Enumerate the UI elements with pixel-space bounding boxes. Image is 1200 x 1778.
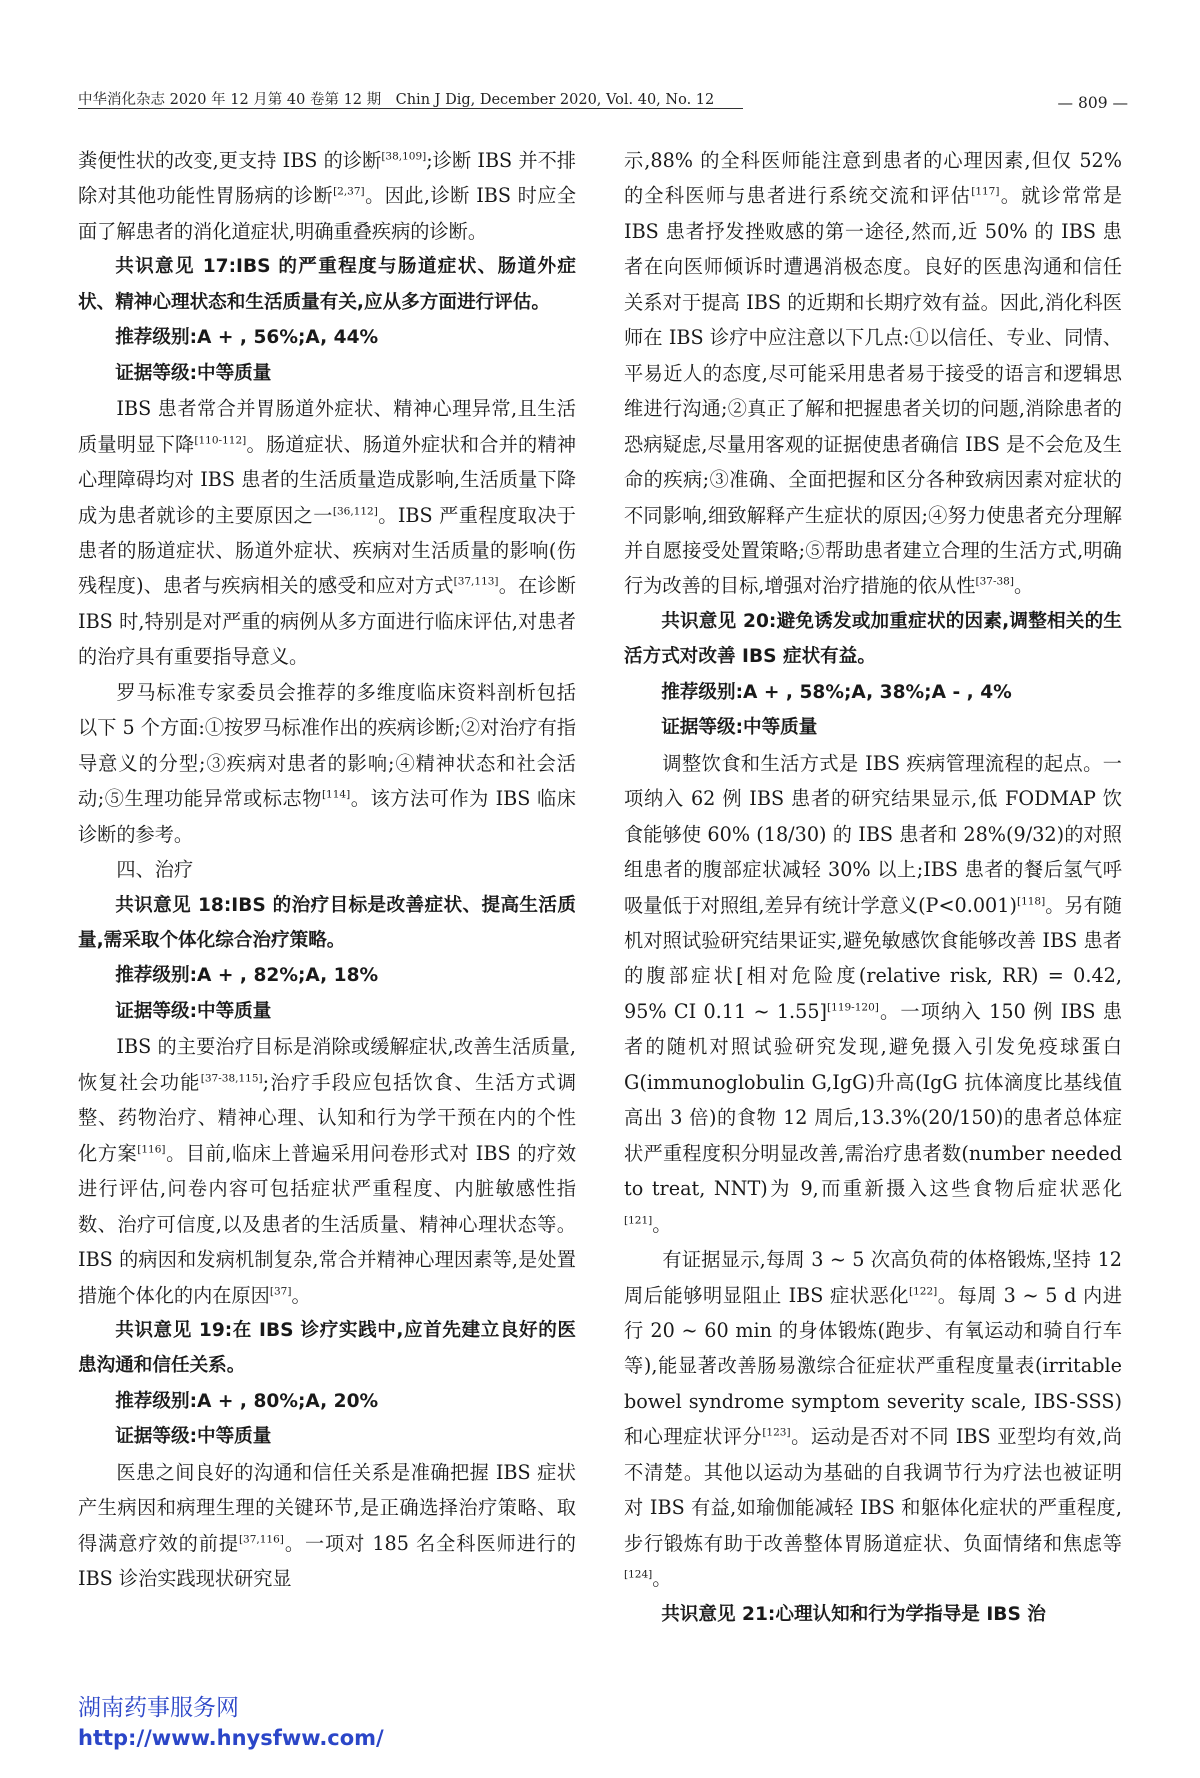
consensus-heading xyxy=(624,710,1122,745)
citation-ref: [117] xyxy=(971,186,1000,199)
citation-ref: [37-38,115] xyxy=(200,1072,263,1085)
citation-ref: [114] xyxy=(321,788,351,801)
text-run: 共识意见 19:在 IBS 诊疗实践中,应首先建立良好的医患沟通和信任关系。 xyxy=(78,1319,576,1377)
consensus-heading xyxy=(624,604,1122,675)
citation-ref: [116] xyxy=(137,1143,166,1156)
citation-ref: [119-120] xyxy=(827,1001,879,1014)
text-run: 共识意见 18:IBS 的治疗目标是改善症状、提高生活质量,需采取个体化综合治疗策略。 xyxy=(78,894,576,951)
consensus-heading xyxy=(624,675,1122,710)
text-run: 证据等级:中等质量 xyxy=(661,717,818,739)
text-run: 。 xyxy=(1013,574,1034,598)
citation-ref: [2,37] xyxy=(333,186,365,199)
text-run: ;诊断 IBS 并不排除对其他功能性胃肠病的诊断 xyxy=(78,149,576,208)
running-header xyxy=(78,88,1128,112)
text-run: 共识意见 20:避免诱发或加重症状的因素,调整相关的生活方式对改善 IBS 症状有益。 xyxy=(624,610,1122,668)
citation-ref: [121] xyxy=(624,1214,653,1227)
body-paragraph xyxy=(78,391,576,675)
left-column xyxy=(78,143,576,1597)
citation-ref: [37-38] xyxy=(975,576,1014,589)
text-run: 调整饮食和生活方式是 IBS 疾病管理流程的起点。一项纳入 62 例 IBS 患者的研究结果显示,低 FODMAP 饮食能够使 60% (18/30) 的 IBS 患者和 28%(9/32)的对照组患者的腹部症状减轻 30% 以上;IBS 患者的餐后氢气呼吸量低于对照组,差异有统计学意义(P<0.001) xyxy=(624,751,1122,917)
text-run: 推荐级别:A + , 56%;A, 44% xyxy=(115,327,379,349)
body-paragraph xyxy=(624,1242,1122,1597)
site-url-link[interactable]: http://www.hnysfww.com/ xyxy=(78,1726,384,1750)
body-paragraph xyxy=(78,852,576,887)
text-run: 。 xyxy=(291,1283,311,1307)
citation-ref: [37,113] xyxy=(453,576,499,589)
text-run: 。在诊断 IBS 时,特别是对严重的病例从多方面进行临床评估,对患者的治疗具有重要指导意义。 xyxy=(78,574,576,669)
text-run: 医患之间良好的沟通和信任关系是准确把握 IBS 症状产生病因和病理生理的关键环节,是正确选择治疗策略、取得满意疗效的前提 xyxy=(78,1460,576,1555)
text-run: 推荐级别:A + , 58%;A, 38%;A - , 4% xyxy=(661,681,1012,703)
text-run: 。一项对 185 名全科医师进行的 IBS 诊治实践现状研究显 xyxy=(78,1531,576,1591)
consensus-heading xyxy=(78,994,576,1029)
body-paragraph xyxy=(78,675,576,852)
text-run: 。因此,诊断 IBS 时应全面了解患者的消化道症状,明确重叠疾病的诊断。 xyxy=(78,184,577,243)
citation-ref: [110-112] xyxy=(194,434,247,447)
site-name: 湖南药事服务网 xyxy=(78,1695,239,1721)
text-run: 。一项纳入 150 例 IBS 患者的随机对照试验研究发现,避免摄入引发免疫球蛋白 G(immunoglobulin G,IgG)升高(IgG 抗体滴度比基线值高出 3 倍)的食物 12 周后,13.3%(20/150)的患者总体症状严重程度积分明显改善,需治疗患者数(number needed to treat, NNT)为 9,而重新摄入这些食物后症状恶化 xyxy=(624,999,1123,1201)
text-run: 。 xyxy=(652,1567,672,1591)
text-run: 。每周 3 ~ 5 d 内进行 20 ~ 60 min 的身体锻炼(跑步、有氧运动和骑自行车等),能显著改善肠易激综合征症状严重程度量表(irritable bowel syndrome symptom severity scale, IBS-SSS)和心理症状评分 xyxy=(624,1283,1122,1449)
text-run: 。另有随机对照试验研究结果证实,避免敏感饮食能够改善 IBS 患者的腹部症状[相对危险度(relative risk, RR) = 0.42, 95% CI 0.11 ~ 1.55] xyxy=(624,893,1122,1023)
consensus-heading xyxy=(78,958,576,993)
journal-citation: 中华消化杂志 2020 年 12 月第 40 卷第 12 期 Chin J Dig, December 2020, Vol. 40, No. 12 xyxy=(78,92,715,108)
text-run: ;治疗手段应包括饮食、生活方式调整、药物治疗、精神心理、认知和行为学干预在内的个性化方案 xyxy=(78,1070,577,1165)
text-run: 示,88% 的全科医师能注意到患者的心理因素,但仅 52% 的全科医师与患者进行系统交流和评估 xyxy=(624,149,1122,208)
consensus-heading xyxy=(78,1384,576,1419)
text-run: 证据等级:中等质量 xyxy=(115,362,272,384)
text-run: IBS 患者常合并胃肠道外症状、精神心理异常,且生活质量明显下降 xyxy=(78,397,576,456)
consensus-heading xyxy=(78,320,576,355)
text-run: 有证据显示,每周 3 ~ 5 次高负荷的体格锻炼,坚持 12 周后能够明显阻止 IBS 症状恶化 xyxy=(624,1248,1122,1307)
text-run: 共识意见 17:IBS 的严重程度与肠道症状、肠道外症状、精神心理状态和生活质量有关,应从多方面进行评估。 xyxy=(78,256,576,313)
consensus-heading xyxy=(78,1313,576,1384)
text-run: 。该方法可作为 IBS 临床诊断的参考。 xyxy=(78,787,576,846)
consensus-heading xyxy=(78,1419,576,1454)
text-run: 四、治疗 xyxy=(116,858,194,882)
body-paragraph xyxy=(78,1029,576,1313)
header-rule xyxy=(78,108,743,109)
text-run: 。IBS 严重程度取决于患者的肠道症状、肠道外症状、疾病对生活质量的影响(伤残程度)、患者与疾病相关的感受和应对方式 xyxy=(78,503,576,598)
citation-ref: [37] xyxy=(269,1285,292,1298)
page-number: — 809 — xyxy=(1057,94,1128,112)
text-run: 证据等级:中等质量 xyxy=(115,1426,272,1448)
consensus-heading xyxy=(78,356,576,391)
text-run: 推荐级别:A + , 80%;A, 20% xyxy=(115,1390,379,1412)
text-run: 。肠道症状、肠道外症状和合并的精神心理障碍均对 IBS 患者的生活质量造成影响,生活质量下降成为患者就诊的主要原因之一 xyxy=(78,432,577,527)
citation-ref: [38,109] xyxy=(381,150,427,163)
right-column xyxy=(624,143,1122,1632)
text-run: 粪便性状的改变,更支持 IBS 的诊断 xyxy=(78,149,382,172)
text-run: 。目前,临床上普遍采用问卷形式对 IBS 的疗效进行评估,问卷内容可包括症状严重程度、内脏敏感性指数、治疗可信度,以及患者的生活质量、精神心理状态等。IBS 的病因和发病机制复杂,常合并精神心理因素等,是处置措施个体化的内在原因 xyxy=(78,1141,577,1307)
consensus-heading xyxy=(624,1597,1122,1632)
text-run: 。运动是否对不同 IBS 亚型均有效,尚不清楚。其他以运动为基础的自我调节行为疗法也被证明对 IBS 有益,如瑜伽能减轻 IBS 和躯体化症状的严重程度,步行锻炼有助于改善整体胃肠道症状、负面情绪和焦虑等 xyxy=(624,1425,1122,1555)
text-run: 罗马标准专家委员会推荐的多维度临床资料剖析包括以下 5 个方面:①按罗马标准作出的疾病诊断;②对治疗有指导意义的分型;③疾病对患者的影响;④精神状态和社会活动;⑤生理功能异常或标志物 xyxy=(78,680,576,811)
body-paragraph xyxy=(624,143,1122,604)
text-run: 。 xyxy=(652,1212,672,1236)
citation-ref: [123] xyxy=(762,1426,791,1439)
text-run: 共识意见 21:心理认知和行为学指导是 IBS 治 xyxy=(661,1603,1046,1625)
citation-ref: [118] xyxy=(1016,895,1046,908)
text-run: 证据等级:中等质量 xyxy=(115,1000,272,1022)
body-paragraph xyxy=(78,1455,576,1597)
citation-ref: [122] xyxy=(909,1285,938,1298)
body-paragraph xyxy=(78,143,576,249)
citation-ref: [36,112] xyxy=(332,505,378,518)
watermark-footer xyxy=(78,1693,384,1753)
text-run: IBS 的主要治疗目标是消除或缓解症状,改善生活质量,恢复社会功能 xyxy=(78,1035,576,1094)
citation-ref: [124] xyxy=(624,1568,653,1581)
body-paragraph xyxy=(624,746,1122,1242)
consensus-heading xyxy=(78,888,576,959)
consensus-heading xyxy=(78,249,576,320)
citation-ref: [37,116] xyxy=(238,1533,284,1546)
text-run: 推荐级别:A + , 82%;A, 18% xyxy=(115,965,379,987)
text-run: 。就诊常常是 IBS 患者抒发挫败感的第一途径,然而,近 50% 的 IBS 患者在向医师倾诉时遭遇消极态度。良好的医患沟通和信任关系对于提高 IBS 的近期和长期疗效有益。因此,消化科医师在 IBS 诊疗中应注意以下几点:①以信任、专业、同情、平易近人的态度,尽可能采用患者易于接受的语言和逻辑思维进行沟通;②真正了解和把握患者关切的问题,消除患者的恐病疑虑,尽量用客观的证据使患者确信 IBS 是不会危及生命的疾病;③准确、全面把握和区分各种致病因素对症状的不同影响,细致解释产生症状的原因;④努力使患者充分理解并自愿接受处置策略;⑤帮助患者建立合理的生活方式,明确行为改善的目标,增强对治疗措施的依从性 xyxy=(624,184,1123,598)
